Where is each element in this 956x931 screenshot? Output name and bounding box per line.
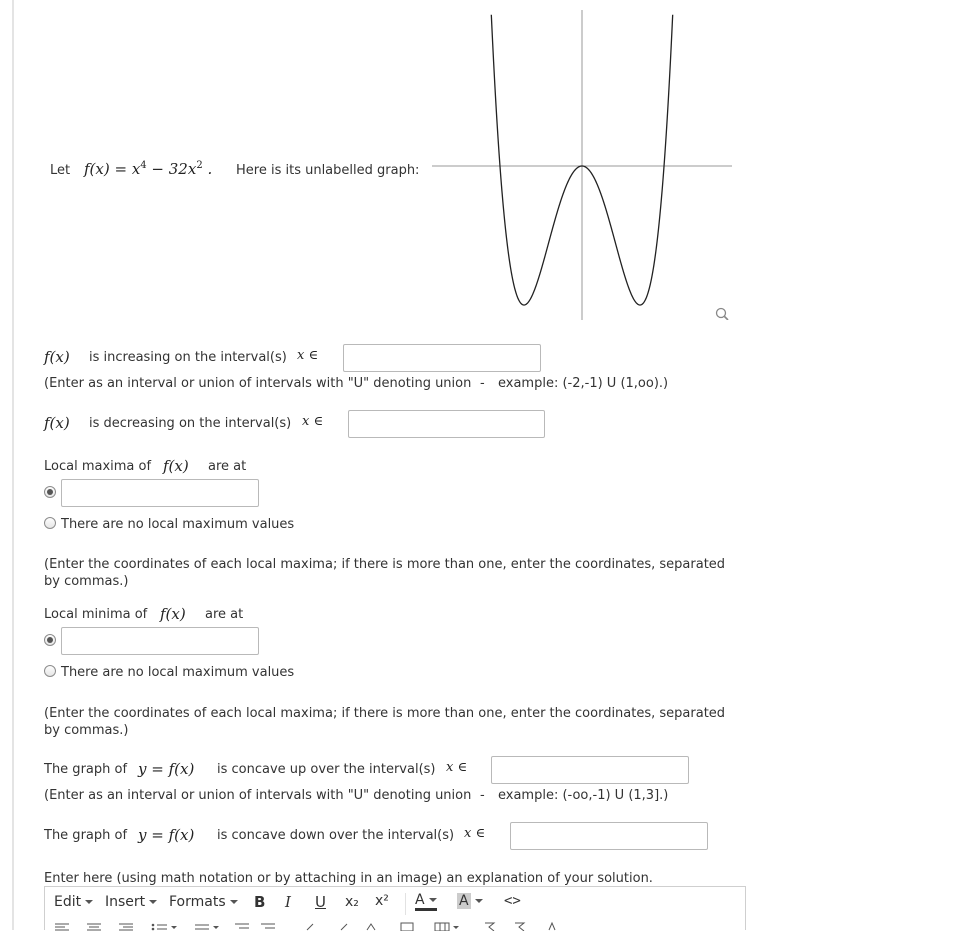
- concave-down-symbol: x ∈: [464, 826, 486, 841]
- italic-button[interactable]: I: [285, 893, 291, 911]
- source-code-button[interactable]: <>: [504, 893, 521, 909]
- local-min-value-radio[interactable]: [44, 634, 56, 646]
- local-max-none-radio[interactable]: [44, 517, 56, 529]
- increasing-example: example: (-2,-1) U (1,oo).): [498, 376, 669, 391]
- increasing-hint-dash: -: [480, 376, 485, 391]
- function-graph: [432, 10, 732, 320]
- align-right-icon[interactable]: [119, 924, 133, 930]
- chevron-down-icon: [230, 900, 238, 904]
- superscript-button[interactable]: x²: [375, 893, 389, 909]
- chevron-down-icon: [429, 898, 437, 902]
- function-definition: $f(x) = x^4 - 32x^2$ .: [84, 160, 213, 178]
- zoom-icon[interactable]: [717, 309, 729, 321]
- page-left-border: [12, 0, 14, 930]
- chevron-down-icon: [475, 899, 483, 903]
- explanation-prompt: Enter here (using math notation or by attaching in an image) an explanation of your solution.: [44, 871, 653, 886]
- local-min-suffix: are at: [205, 607, 244, 622]
- chevron-down-icon: [85, 900, 93, 904]
- toolbar-row-2: [45, 919, 745, 931]
- underline-button[interactable]: U: [315, 893, 326, 911]
- concave-up-prefix: The graph of: [44, 762, 128, 777]
- concave-up-hint-dash: -: [480, 788, 485, 803]
- intro-let: Let: [50, 163, 71, 178]
- decreasing-func: f(x): [44, 414, 70, 432]
- local-max-func: f(x): [163, 457, 189, 475]
- local-min-input[interactable]: [61, 627, 259, 655]
- subscript-button[interactable]: x₂: [345, 894, 359, 910]
- increasing-func: f(x): [44, 348, 70, 366]
- local-min-note: (Enter the coordinates of each local maxima; if there is more than one, enter the coordinates, separated by commas.): [44, 706, 726, 738]
- local-max-note: (Enter the coordinates of each local maxima; if there is more than one, enter the coordinates, separated by commas.): [44, 557, 726, 589]
- local-max-value-radio[interactable]: [44, 486, 56, 498]
- local-max-suffix: are at: [208, 459, 247, 474]
- formats-menu[interactable]: Formats: [169, 894, 238, 910]
- local-min-none-radio[interactable]: [44, 665, 56, 677]
- concave-down-func: y = f(x): [138, 826, 195, 844]
- font-color-button[interactable]: A: [415, 893, 437, 911]
- bold-button[interactable]: B: [254, 893, 266, 911]
- local-max-prefix: Local maxima of: [44, 459, 152, 474]
- increasing-symbol: x ∈: [297, 348, 319, 363]
- concave-up-hint: (Enter as an interval or union of intervals with "U" denoting union: [44, 788, 472, 803]
- outdent-icon[interactable]: [235, 924, 249, 928]
- background-color-button[interactable]: A: [457, 893, 483, 909]
- clear-format-icon[interactable]: [367, 924, 375, 930]
- local-min-prefix: Local minima of: [44, 607, 148, 622]
- local-max-input[interactable]: [61, 479, 259, 507]
- insert-menu[interactable]: Insert: [105, 894, 157, 910]
- toolbar-separator: [405, 893, 406, 915]
- concave-up-symbol: x ∈: [446, 760, 468, 775]
- concave-up-example: example: (-oo,-1) U (1,3].): [498, 788, 669, 803]
- unlink-icon[interactable]: [341, 924, 347, 930]
- chevron-down-icon: [149, 900, 157, 904]
- align-center-icon[interactable]: [87, 924, 101, 930]
- numbered-list-icon[interactable]: [195, 925, 219, 929]
- concave-down-input[interactable]: [510, 822, 708, 850]
- bullet-list-icon[interactable]: [152, 924, 177, 931]
- intro-graph-text: Here is its unlabelled graph:: [236, 163, 420, 178]
- local-max-none-label: There are no local maximum values: [61, 517, 295, 532]
- increasing-hint: (Enter as an interval or union of intervals with "U" denoting union: [44, 376, 472, 391]
- indent-icon[interactable]: [261, 924, 275, 928]
- concave-down-label: is concave down over the interval(s): [217, 828, 455, 843]
- link-icon[interactable]: [307, 924, 313, 930]
- increasing-label: is increasing on the interval(s): [89, 350, 287, 365]
- align-left-icon[interactable]: [55, 924, 69, 930]
- concave-up-func: y = f(x): [138, 760, 195, 778]
- special-character-icon[interactable]: [549, 923, 555, 930]
- rich-text-editor-toolbar: [44, 886, 746, 930]
- concave-up-input[interactable]: [491, 756, 689, 784]
- edit-menu[interactable]: Edit: [54, 894, 93, 910]
- local-min-none-label: There are no local maximum values: [61, 665, 295, 680]
- concave-up-label: is concave up over the interval(s): [217, 762, 436, 777]
- local-min-func: f(x): [160, 605, 186, 623]
- decreasing-symbol: x ∈: [302, 414, 324, 429]
- concave-down-prefix: The graph of: [44, 828, 128, 843]
- increasing-input[interactable]: [343, 344, 541, 372]
- decreasing-input[interactable]: [348, 410, 545, 438]
- decreasing-label: is decreasing on the interval(s): [89, 416, 292, 431]
